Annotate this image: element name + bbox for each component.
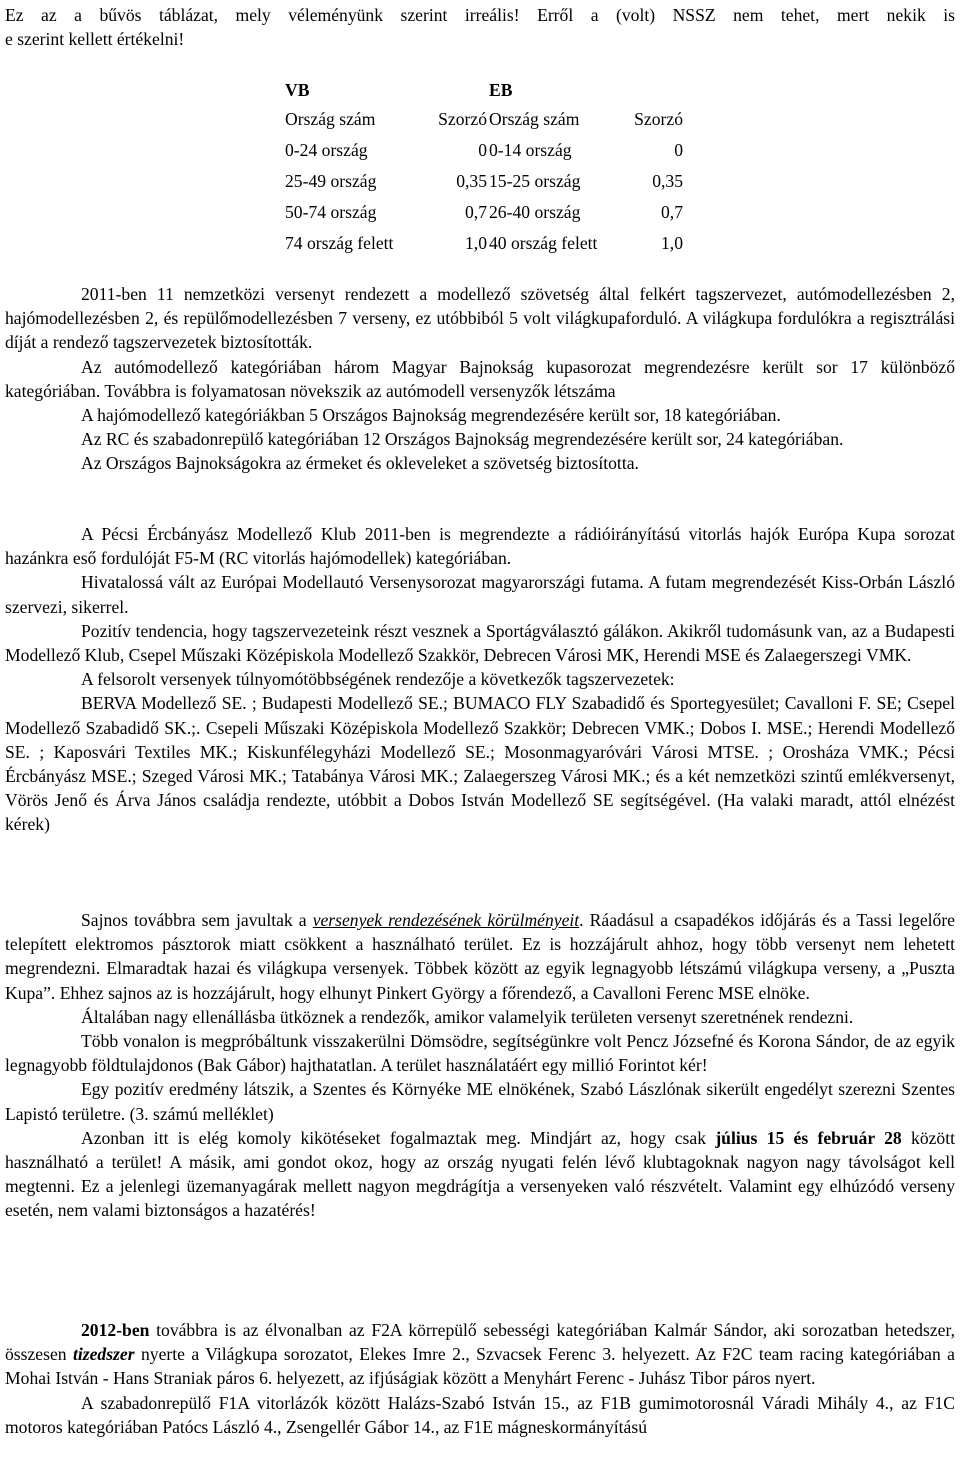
table-cell: 1,0 — [661, 233, 683, 253]
paragraph: Az RC és szabadonrepülő kategóriában 12 Országos Bajnokság megrendezésére került sor, 24 kategóriában. — [81, 429, 844, 450]
table-header-cell: Ország szám — [489, 109, 580, 129]
intro-line-1: Ez az a bűvös táblázat, mely véleményünk szerint irreális! Erről a (volt) NSSZ nem tehet, mert nekik is — [5, 5, 955, 25]
table-header-cell: Szorzó — [438, 109, 487, 129]
intro-paragraph — [5, 3, 955, 51]
table-header-row — [285, 104, 683, 135]
paragraph: Általában nagy ellenállásba ütköznek a rendezők, amikor valamelyik területen versenyt szeretnének rendezni. — [81, 1006, 854, 1027]
paragraph: Hivatalossá vált az Európai Modellautó Versenysorozat magyarországi futama. A futam megrendezését Kiss-Orbán László szervezi, sikerrel. — [5, 572, 955, 617]
paragraph: Az autómodellező kategóriában három Magyar Bajnokság kupasorozat megrendezésre került sor 17 különböző kategóriában. Továbbra is folyamatosan növekszik az autómodell versenyzők létszáma — [5, 356, 955, 401]
table-cell: 0,7 — [465, 202, 487, 222]
table-cell: 0 — [478, 140, 487, 160]
section-2011 — [5, 282, 955, 476]
table-cell: 0-14 ország — [489, 140, 572, 160]
table-cell: 0-24 ország — [285, 140, 368, 160]
table-cell: 1,0 — [465, 233, 487, 253]
paragraph — [5, 1318, 955, 1391]
table-cell: 0,7 — [661, 202, 683, 222]
paragraph: BERVA Modellező SE. ; Budapesti Modellező SE.; BUMACO FLY Szabadidő és Sportegyesület; Cavalloni F. SE; Csepel Modellező Szabadidő SK.;. Csepeli Műszaki Középiskola Modellező Szakkör; Debrecen VMK.; Dobos I. MSE.; Herendi Modellező SE. ; Kaposvári Textiles MK.; Kiskunfélegyházi Modellező SE.; Mosonmagyaróvári Városi MTSE. ; Orosháza VMK.; Pécsi Ércbányász MSE.; Szeged Városi MK.; Tatabánya Városi MK.; Zalaegerszeg Városi MK.; és a két nemzetközi szintű emlékversenyt, Vörös Jenő és Árva János családja rendezte, utóbbit a Dobos István Modellező SE segítségével. (Ha valaki maradt, attól elnézést kérek) — [5, 693, 955, 835]
table-cell: 25-49 ország — [285, 171, 377, 191]
paragraph: A felsorolt versenyek túlnyomótöbbségének rendezője a következők tagszervezetek: — [81, 669, 675, 690]
paragraph: Egy pozitív eredmény látszik, a Szentes és Környéke ME elnökének, Szabó Lászlónak sikerült engedélyt szerezni Szentes Lapistó területre. (3. számú melléklet) — [5, 1079, 955, 1124]
section-sajnos — [5, 908, 955, 1223]
paragraph — [5, 1126, 955, 1223]
table-header-cell: Szorzó — [634, 109, 683, 129]
vb-heading: VB — [285, 79, 310, 100]
underlined-phrase: versenyek rendezésének körülményeit — [312, 910, 580, 930]
table-header-cell: Ország szám — [285, 109, 376, 129]
table-cell: 74 ország felett — [285, 233, 394, 253]
table-cell: 26-40 ország — [489, 202, 581, 222]
intro-line-2: e szerint kellett értékelni! — [5, 29, 185, 50]
paragraph: Több vonalon is megpróbáltunk visszakerülni Dömsödre, segítségünkre volt Pencz Józsefné és Korona Sándor, de az egyik legnagyobb földtulajdonos (Bak Gábor) hajthatatlan. A terület használatáért egy millió Forintot kér! — [5, 1031, 955, 1076]
table-cell: 15-25 ország — [489, 171, 581, 191]
paragraph — [5, 908, 955, 1005]
table-cell: 40 ország felett — [489, 233, 598, 253]
paragraph: 2011-ben 11 nemzetközi versenyt rendezett a modellező szövetség által felkért tagszervezet, autómodellezésben 2, hajómodellezésben 2, és repülőmodellezésben 7 verseny, ez utóbbiból 5 volt világkupaforduló. A világkupa fordulókra a regisztrálási díját a rendező tagszervezetek biztosították. — [5, 284, 955, 353]
table-row — [285, 166, 683, 197]
text-run: Sajnos továbbra sem javultak a — [81, 910, 313, 930]
section-pecs — [5, 522, 955, 837]
eb-heading: EB — [489, 79, 513, 100]
section-2012 — [5, 1318, 955, 1439]
bold-year: 2012-ben — [81, 1320, 150, 1340]
table-cell: 0,35 — [456, 171, 487, 191]
table-row — [285, 228, 683, 259]
bold-date-range: július 15 és február 28 — [715, 1127, 902, 1148]
table-row — [285, 135, 683, 166]
text-run: . Ráadásul a csapadékos időjárás és a Tassi legelőre telepített elektromos pásztorok miatt csökkent a használható terület. Ez is hozzájárult ahhoz, hogy több versenyt nem lehetett megrendezni. Elmaradtak hazai és világkupa versenyek. Többek között az egyik legnagyobb létszámú világkupa verseny, a „Puszta Kupa”. Ehhez sajnos az is hozzájárult, hogy elhunyt Pinkert György a főrendező, a Cavalloni Ferenc MSE elnöke. — [5, 910, 955, 1003]
text-run: nyerte a Világkupa sorozatot, Elekes Imre 2., Szvacsek Ferenc 3. helyezett. Az F2C team racing kategóriában a Mohai István - Hans Straniak páros 6. helyezett, az ifjúságiak között a Menyhárt Ferenc - Juhász Tibor páros nyert. — [5, 1344, 955, 1389]
paragraph: Az Országos Bajnokságokra az érmeket és okleveleket a szövetség biztosította. — [81, 453, 639, 474]
paragraph: A hajómodellező kategóriákban 5 Országos Bajnokság megrendezésére került sor, 18 kategóriában. — [81, 405, 781, 426]
table-row — [285, 197, 683, 228]
table-title-row — [285, 76, 683, 104]
table-cell: 50-74 ország — [285, 202, 377, 222]
table-cell: 0 — [674, 140, 683, 160]
paragraph: A Pécsi Ércbányász Modellező Klub 2011-ben is megrendezte a rádióirányítású vitorlás hajók Európa Kupa sorozat hazánkra eső fordulóját F5-M (RC vitorlás hajómodellek) kategóriában. — [5, 524, 955, 569]
bold-italic-word: tizedszer — [72, 1344, 135, 1365]
paragraph: A szabadonrepülő F1A vitorlázók között Halázs-Szabó István 15., az F1B gumimotorosnál Váradi Mihály 4., az F1C motoros kategóriában Patócs László 4., Zsengellér Gábor 14., az F1E mágneskormányítású — [5, 1392, 955, 1437]
text-run: Azonban itt is elég komoly kikötéseket fogalmaztak meg. Mindjárt az, hogy csak — [81, 1127, 716, 1148]
text-run: továbbra is az élvonalban az F2A körrepülő sebességi kategóriában Kalmár Sándor, aki sorozatban hetedszer, összesen — [5, 1320, 955, 1365]
text-run: között használható a terület! A másik, ami gondot okoz, hogy az ország nyugati felén lévő klubtagoknak nagyon nagy távolságot kell megtenni. Ez a jelenlegi üzemanyagárak mellett nagyon megdrágítja a versenyeken való részvételt. Valamint egy elhúzódó verseny esetén, nem valami biztonságos a hazatérés! — [5, 1127, 956, 1221]
score-multiplier-table — [285, 76, 683, 259]
table-cell: 0,35 — [652, 171, 683, 191]
paragraph: Pozitív tendencia, hogy tagszervezeteink részt vesznek a Sportágválasztó gálákon. Akikről tudomásunk van, az a Budapesti Modellező Klub, Csepel Műszaki Középiskola Modellező Szakkör, Debrecen Városi MK, Herendi MSE és Zalaegerszegi VMK. — [5, 620, 955, 666]
